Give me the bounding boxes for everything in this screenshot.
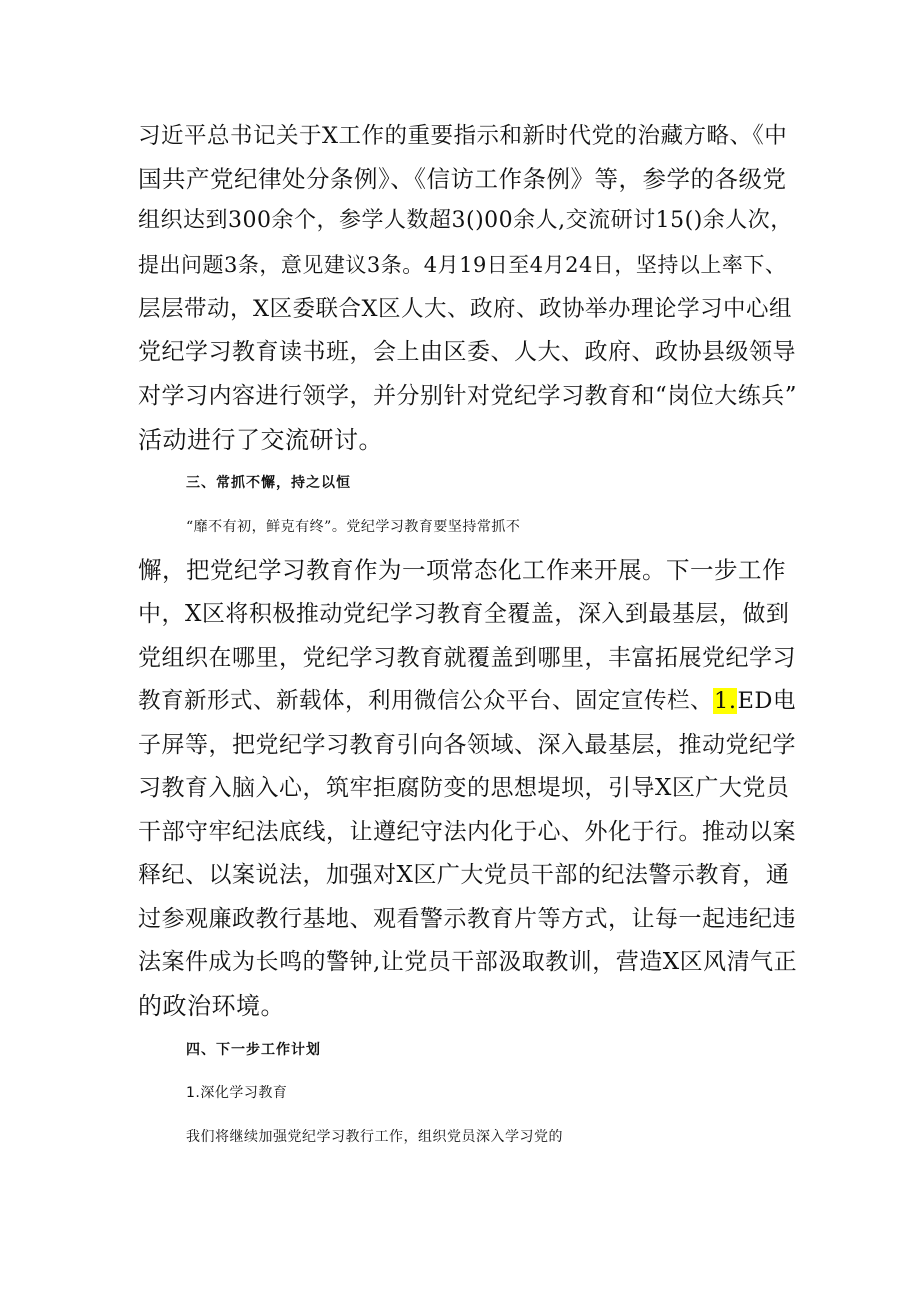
paragraph-2-line-9: 释纪、以案说法，加强对X区广大党员干部的纪法警示教育，通 (138, 862, 790, 888)
paragraph-1-line-1: 习近平总书记关于X工作的重要指示和新时代党的治藏方略、《中 (138, 123, 788, 149)
paragraph-2-line-5-tail: ED电 (737, 688, 796, 714)
paragraph-2-line-6: 子屏等，把党纪学习教育引向各领域、深入最基层，推动党纪学 (138, 732, 796, 758)
paragraph-1-line-3: 组织达到300余个，参学人数超3()00余人,交流研讨15()余人次， (138, 208, 793, 233)
highlighted-text: 1. (714, 688, 737, 714)
paragraph-2-line-11: 法案件成为长鸣的警钟,让党员干部汲取教训，营造X区风清气正 (138, 949, 798, 975)
section-heading-4: 四、下一步工作计划 (186, 1042, 321, 1058)
paragraph-2-line-2: 懈，把党纪学习教育作为一项常态化工作来开展。下一步工作 (138, 556, 786, 584)
paragraph-2-line-1: “靡不有初，鲜克有终”。党纪学习教育要坚持常抓不 (186, 519, 521, 535)
paragraph-2-line-8: 干部守牢纪法底线，让遵纪守法内化于心、外化于行。推动以案 (138, 819, 796, 845)
subheading-1: 1.深化学习教育 (186, 1085, 288, 1101)
paragraph-3-line-1: 我们将继续加强党纪学习教行工作，组织党员深入学习党的 (186, 1129, 563, 1145)
paragraph-1-line-8: 活动进行了交流研讨。 (138, 426, 383, 454)
paragraph-2-line-5-text: 教育新形式、新载体，利用微信公众平台、固定宣传栏、 (138, 688, 714, 714)
paragraph-1-line-7: 对学习内容进行领学，并分别针对党纪学习教育和“岗位大练兵” (138, 383, 798, 409)
paragraph-1-line-6: 党纪学习教育读书班，会上由区委、人大、政府、政协县级领导 (138, 339, 796, 365)
paragraph-2-line-12: 的政治环境。 (138, 992, 285, 1020)
paragraph-1-line-2: 国共产党纪律处分条例》、《信访工作条例》等，参学的各级党 (138, 165, 787, 193)
paragraph-1-line-5: 层层带动，X区委联合X区人大、政府、政协举办理论学习中心组 (138, 296, 793, 322)
paragraph-2-line-7: 习教育入脑入心，筑牢拒腐防变的思想堤坝，引导X区广大党员 (138, 775, 790, 801)
paragraph-2-line-3: 中，X区将积极推动党纪学习教育全覆盖，深入到最基层，做到 (138, 601, 790, 627)
paragraph-2-line-10: 过参观廉政教行基地、观看警示教育片等方式，让每一起违纪违 (138, 906, 796, 932)
paragraph-2-line-4: 党组织在哪里，党纪学习教育就覆盖到哪里，丰富拓展党纪学习 (138, 645, 796, 671)
section-heading-3: 三、常抓不懈，持之以恒 (186, 475, 351, 491)
paragraph-2-line-5 (138, 686, 798, 716)
paragraph-1-line-4: 提出问题3条，意见建议3条。4月19日至4月24日，坚持以上率下、 (138, 253, 787, 277)
